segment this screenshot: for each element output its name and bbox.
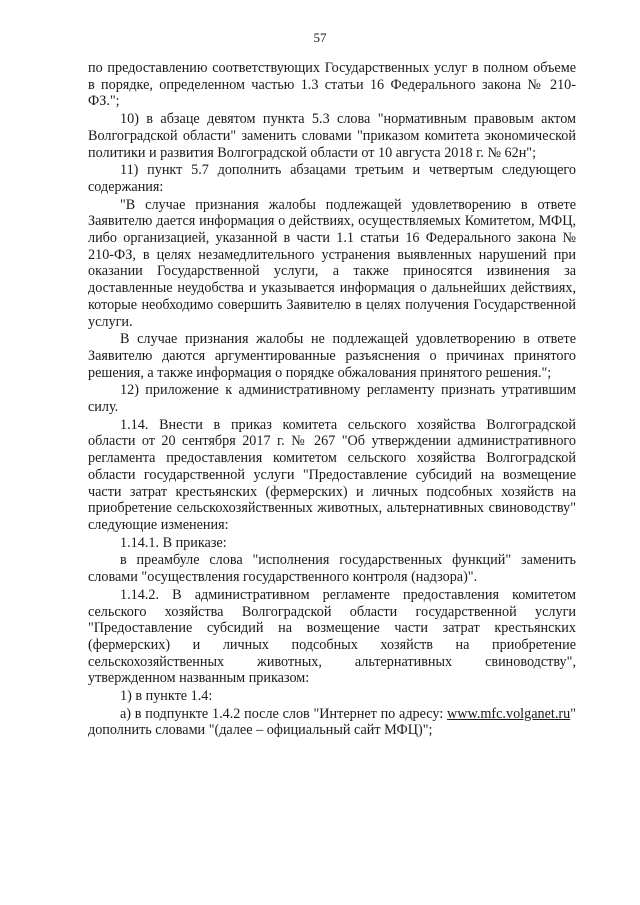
paragraph: 11) пункт 5.7 дополнить абзацами третьим и четвертым следующего содержания:: [88, 162, 576, 195]
paragraph: в преамбуле слова "исполнения государственных функций" заменить словами "осуществления государственного контроля (надзора)".: [88, 552, 576, 586]
section-paragraph: 1.14. Внести в приказ комитета сельского хозяйства Волгоградской области от 20 сентября 2017 г. № 267 "Об утверждении административного регламента предоставления комитетом сельского хозяйства Волгоградской области государственной услуги "Предоставление субсидий на возмещение части затрат крестьянских (фермерских) и личных подсобных хозяйств на приобретение сельскохозяйственных животных, альтернативных свиноводству" следующие изменения:: [88, 416, 576, 533]
quoted-paragraph: В случае признания жалобы не подлежащей удовлетворению в ответе Заявителю даются аргументированные разъяснения о причинах принятого решения, а также информация о порядке обжалования принятого решения.";: [88, 331, 576, 381]
text-segment: " дополнить словами "(далее – официальный сайт МФЦ)";: [88, 705, 576, 739]
list-item: 1) в пункте 1.4:: [120, 688, 213, 705]
paragraph: 12) приложение к административному регламенту признать утратившим силу.: [88, 382, 576, 416]
text-segment: а) в подпункте 1.4.2 после слов "Интернет по адресу:: [120, 705, 448, 722]
subsection-paragraph: 1.14.2. В административном регламенте предоставления комитетом сельского хозяйства Волгоградской области государственной услуги "Предоставление субсидий на возмещение части затрат крестьянских (фермерских) и личных подсобных хозяйств на приобретение сельскохозяйственных животных, альтернативных свиноводству", утвержденном названным приказом:: [88, 586, 576, 687]
page-number: 57: [313, 30, 327, 45]
document-body: [88, 60, 576, 740]
quoted-paragraph: "В случае признания жалобы подлежащей удовлетворению в ответе Заявителю дается информация о действиях, осуществляемых Комитетом, МФЦ, либо организацией, указанной в части 1.1 статьи 16 Федерального закона № 210-ФЗ, в целях незамедлительного устранения выявленных нарушений при оказании Государственной услуги, а также приносятся извинения за доставленные неудобства и указывается информация о дальнейших действиях, которые необходимо совершить Заявителю в целях получения Государственной услуги.: [88, 196, 576, 330]
website-link[interactable]: www.mfc.volganet.ru: [447, 705, 571, 722]
paragraph-with-link: [88, 706, 576, 739]
subsection-heading: 1.14.1. В приказе:: [120, 534, 227, 551]
paragraph: по предоставлению соответствующих Государственных услуг в полном объеме в порядке, определенном частью 1.3 статьи 16 Федерального закона № 210-ФЗ.";: [88, 60, 576, 110]
paragraph: 10) в абзаце девятом пункта 5.3 слова "нормативным правовым актом Волгоградской области" заменить словами "приказом комитета экономической политики и развития Волгоградской области от 10 августа 2018 г. № 62н";: [88, 111, 576, 161]
